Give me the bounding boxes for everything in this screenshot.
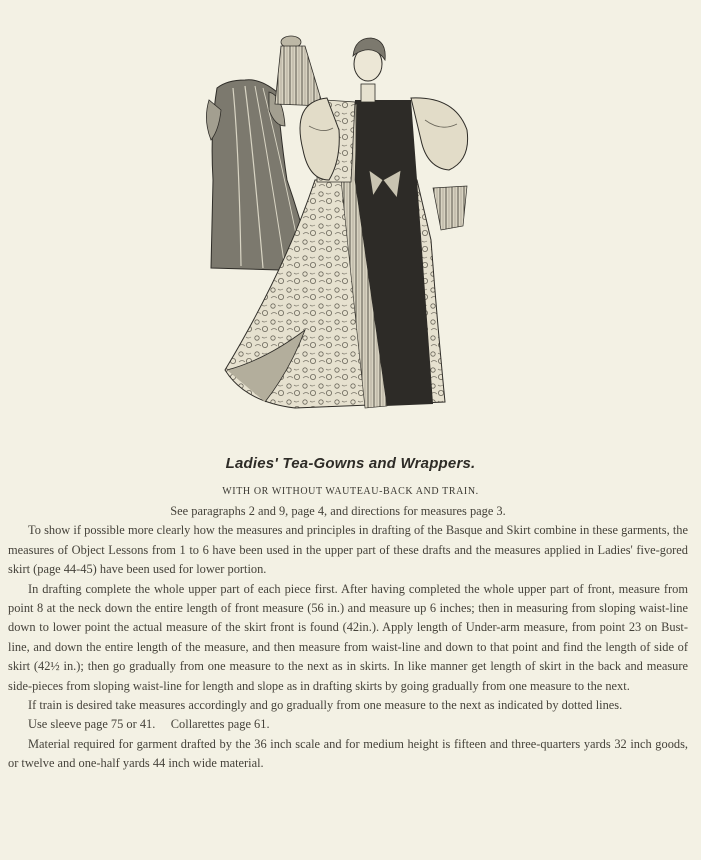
paragraph-material: Material required for garment drafted by the 36 inch scale and for medium height is fifteen and three-quarters yards 32 inch goods, or twelve and one-half yards 44 inch wide material.	[8, 736, 688, 771]
body-text	[8, 502, 688, 774]
paragraph-drafting: In drafting complete the whole upper part of each piece first. After having completed the whole upper part of front, measure from point 8 at the neck down the entire length of front measure (56 in.) and measure up 6 inches; then in measuring from sloping waist-line down to lower point the actual measure of the skirt front is found (42in.). Apply length of Under-arm measure, from point 23 on Bust-line, and down the entire length of the measure, and then measure from waist-line and down to that point and find the length of side of skirt (42½ in.); then go gradually from one measure to the next as in skirts. In like manner get length of skirt in the back and measure side-pieces from sloping waist-line for length and slope as in drafting skirts by going gradually from one measure to the next.	[8, 581, 688, 693]
paragraph-intro: To show if possible more clearly how the measures and principles in drafting of the Basque and Skirt combine in these garments, the measures of Object Lessons from 1 to 6 have been used in the upper part of these drafts and the measures applied in Ladies' five-gored skirt (page 44-45) have been used for lower portion.	[8, 523, 688, 577]
paragraph-sleeve: Use sleeve page 75 or 41. Collarettes page 61.	[28, 717, 270, 732]
page-title: Ladies' Tea-Gowns and Wrappers.	[225, 455, 476, 472]
paragraph-references: See paragraphs 2 and 9, page 4, and directions for measures page 3.	[170, 504, 506, 518]
tea-gown-illustration	[205, 30, 475, 415]
paragraph-train: If train is desired take measures accordingly and go gradually from one measure to the next as indicated by dotted lines.	[28, 698, 623, 713]
collar-detail	[433, 186, 467, 230]
sleeve-detail	[275, 36, 323, 106]
page-subtitle: WITH OR WITHOUT WAUTEAU-BACK AND TRAIN.	[222, 486, 479, 497]
